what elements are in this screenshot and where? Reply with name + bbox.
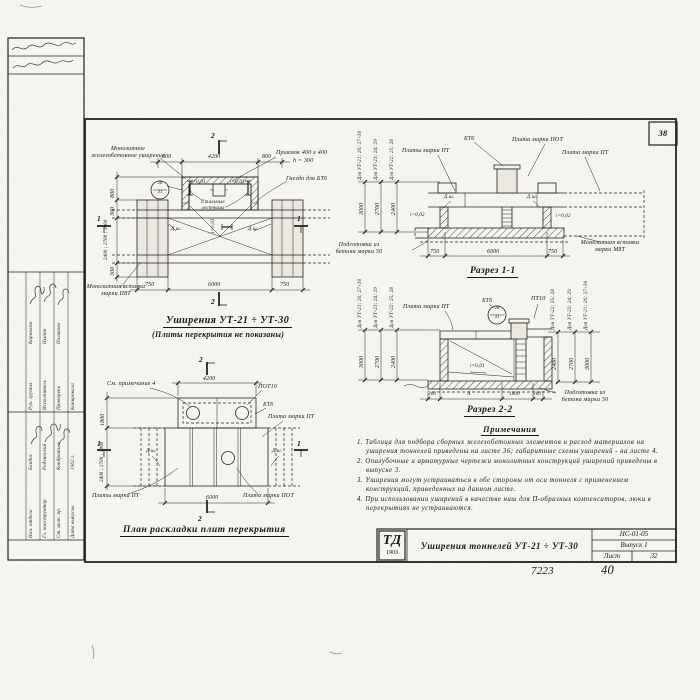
s2-label-bt6: БТ6 (482, 298, 493, 304)
label-pit-depth: h = 300 (293, 158, 314, 164)
stamp-name-7: Кондратьев (57, 442, 62, 470)
stamp-name-3: Полякова (57, 322, 62, 344)
s1-chain1-label: Для УТ-21; 26; 27÷30 (358, 130, 363, 180)
pb-joint-right: Д.ш. (272, 449, 283, 454)
s1-slope-right: i=0,02 (556, 214, 571, 219)
s2-chainL1-value: 3000 (359, 355, 365, 368)
label-monolithic-widening: Монолитное железобетонное уширение (91, 146, 165, 160)
label-joint-right: Д.ш. (248, 227, 259, 232)
dim-left-800: 800 (110, 188, 116, 198)
dim-left-300b: 300 (110, 266, 116, 276)
pb-mark-1-left: 1 (97, 439, 101, 448)
s1-dim-750-right: 750 (548, 249, 558, 255)
label-joint-left: Д.ш. (171, 227, 182, 232)
s1-label-prep: Подготовка из бетона марки 50 (335, 242, 383, 256)
title-block-sheet-number: 32 (650, 552, 658, 560)
s1-chain3-value: 2400 (391, 202, 397, 215)
s2-chainL3-value: 2400 (391, 355, 397, 368)
label-slope-center: i=0,01 (211, 218, 216, 233)
s1-dim-6000: 6000 (487, 249, 500, 255)
logo-td: ТД (382, 533, 402, 548)
s1-joint-right: Д.ш. (527, 195, 538, 200)
s2-chainR1-value: 2400 (552, 357, 558, 370)
stamp-role-3: Проверена (57, 385, 62, 410)
plan-top-subtitle: (Плиты перекрытия не показаны) (152, 330, 285, 339)
pb-plate-pt-right: Плита марки ПТ (268, 414, 315, 420)
dim-bottom-6000: 6000 (208, 282, 221, 288)
label-monolithic-insert-plan: Монолитная вставка марки П8Т (86, 284, 146, 298)
title-block-code: НС-01-05 (619, 530, 649, 538)
label-slope-right: i=0,01 (230, 180, 245, 185)
pb-dim-1800: 1800 (100, 413, 106, 426)
pb-mark-2-bottom: 2 (198, 514, 202, 523)
s2-dim-300-left: 300 (428, 392, 437, 397)
stamp-name-8: 1962 г. (71, 454, 76, 470)
title-block-sheet-label: Лист (603, 552, 621, 560)
detail-mark-top: 28 (157, 181, 163, 186)
s1-label-insert: Монолитная вставка марки М8Т (580, 240, 640, 254)
stamp-name-2: Цыпин (43, 328, 48, 344)
note-item-4: 4. При использовании уширений в качестве ниш для П-образных компенсаторов, люки в перекрытиях не устраиваются. (357, 495, 652, 512)
section2-title: Разрез 2-2 (464, 405, 515, 417)
pb-see-note: См. примечание 4 (107, 381, 156, 387)
s1-label-plates-pt: Плиты марки ПТ (402, 148, 450, 154)
s2-chainR3-label: Для УТ-21; 26; 27÷30 (584, 280, 589, 330)
section1-title: Разрез 1-1 (467, 266, 518, 278)
note-item-2: 2. Опалубочные и арматурные чертежи монолитных конструкций уширений приведены в выпуске 3. (357, 457, 658, 474)
plan-bottom-title: План раскладки плит перекрытия (120, 525, 289, 537)
pb-dim-variants: 2400 ; 2700 ; 3000 (100, 441, 105, 482)
section-mark-2-bottom: 2 (211, 297, 215, 306)
sheet-corner-number: 38 (658, 128, 668, 138)
stamp-name-6: Радзинский (43, 443, 48, 470)
note-item-1: 1. Таблица для подбора сборных железобетонных элементов и расход материалов на уширения тоннелей приведены на листе 36; габаритные схемы уширений - на листе 4. (357, 439, 659, 455)
stamp-role-1: Рук. группы (29, 382, 34, 410)
note-item-3: 3. Уширения могут устраиваться в обе стороны от оси тоннеля с применением конструкций, приведенных на данном листе. (357, 476, 629, 493)
dim-top-800-left: 800 (162, 154, 172, 160)
stamp-role-5: Нач. отдела (29, 509, 34, 538)
label-socket-bt6: Гнездо для БТ6 (286, 176, 328, 182)
pb-bt6: БТ6 (263, 402, 274, 408)
s2-label-pt10: ПТ10 (531, 296, 546, 302)
s1-dim-750-left: 750 (430, 249, 440, 255)
s1-chain2-value: 2700 (375, 202, 381, 215)
notes-list (357, 439, 660, 515)
s1-chain3-label: Для УТ-22; 25; 28 (390, 139, 395, 180)
s2-dim-a: А (467, 391, 471, 397)
s2-dim-300-right: 300 (533, 392, 542, 397)
s2-chainL2-value: 2700 (375, 355, 381, 368)
dim-bottom-750-left: 750 (145, 282, 155, 288)
title-block-issue: Выпуск 1 (620, 541, 648, 549)
s2-dim-1800: 1800 (509, 392, 520, 397)
s2-detail-mark-top: 28 (494, 306, 500, 311)
stamp-name-1: Корнилюк (29, 321, 34, 344)
s2-chainR1-label: Для УТ-22; 25; 28 (551, 289, 556, 330)
s1-label-plate-pt: Плита марки ПТ (562, 150, 609, 156)
s2-label-prep: Подготовка из бетона марки 50 (561, 390, 609, 404)
s2-slope: i=0,01 (470, 364, 485, 369)
title-block-title: Уширения тоннелей УТ-21 ÷ УТ-30 (420, 541, 579, 551)
label-steel-ladders: Стальные лестницы (201, 200, 225, 211)
label-pit: Приямок 400 х 400 (276, 150, 328, 156)
dim-left-300a: 300 (110, 206, 116, 216)
s2-detail-mark-bottom: 31 (494, 315, 500, 320)
s2-chainL3-label: Для УТ-22; 25; 28 (390, 287, 395, 328)
stamp-grid (8, 38, 84, 560)
pb-dim-6000: 6000 (206, 495, 219, 501)
s1-slope-left: i=0,02 (410, 213, 425, 218)
stamp-role-6: Гл. конструктор (43, 499, 48, 538)
s2-label-plate-pt: Плита марки ПТ (403, 304, 450, 310)
s1-label-bt6: БТ6 (464, 136, 475, 142)
label-slope-left: i=0,01 (191, 180, 206, 185)
s2-chainL1-label: Для УТ-21; 26; 27÷30 (358, 278, 363, 328)
pb-mark-2-top: 2 (199, 355, 203, 364)
s1-chain1-value: 3000 (359, 202, 365, 215)
footer-number: 40 (601, 563, 614, 577)
pb-pot10: ПОТ10 (258, 384, 278, 390)
plan-top-title: Уширения УТ-21 ÷ УТ-30 (163, 315, 292, 328)
s2-chainR3-value: 3000 (585, 357, 591, 370)
dim-top-4200: 4200 (208, 154, 221, 160)
footer-code: 7223 (531, 565, 554, 577)
section-mark-2-top: 2 (211, 131, 215, 140)
stamp-role-8: Дата выпуска (71, 505, 76, 538)
detail-mark-bottom: 31 (157, 190, 163, 195)
s1-joint-left: Д.ш. (444, 195, 455, 200)
s2-chainR2-label: Для УТ-23; 24; 29 (568, 289, 573, 330)
pb-plate-pot: Плита марки ПОТ (243, 493, 294, 499)
pb-dim-4200: 4200 (203, 376, 216, 382)
s1-chain2-label: Для УТ-23; 24; 29 (374, 139, 379, 180)
s1-label-plate-pot: Плита марки ПОТ (512, 137, 563, 143)
stamp-role-7: Ст. инж. пр. (57, 507, 62, 538)
s2-chainL2-label: Для УТ-23; 24; 29 (374, 287, 379, 328)
pb-plates-pt-left: Плиты марки ПТ (92, 493, 140, 499)
dim-top-800-right: 800 (262, 154, 272, 160)
notes-title: Примечания (481, 425, 539, 436)
dim-bottom-750-right: 750 (280, 282, 290, 288)
stamp-role-2: Исполнитель (43, 379, 48, 410)
stamp-role-4: Копировала (71, 382, 76, 410)
section-mark-1-left: 1 (97, 214, 101, 223)
stamp-name-5: Бандас (29, 453, 34, 470)
section-mark-1-right: 1 (297, 214, 301, 223)
pb-joint-left: Д.ш. (146, 449, 157, 454)
dim-left-variants: 2400 ; 2700 ; 3000 (104, 219, 109, 260)
logo-year: 1903 (386, 550, 398, 556)
s2-chainR2-value: 2700 (569, 357, 575, 370)
pb-mark-1-right: 1 (297, 439, 301, 448)
